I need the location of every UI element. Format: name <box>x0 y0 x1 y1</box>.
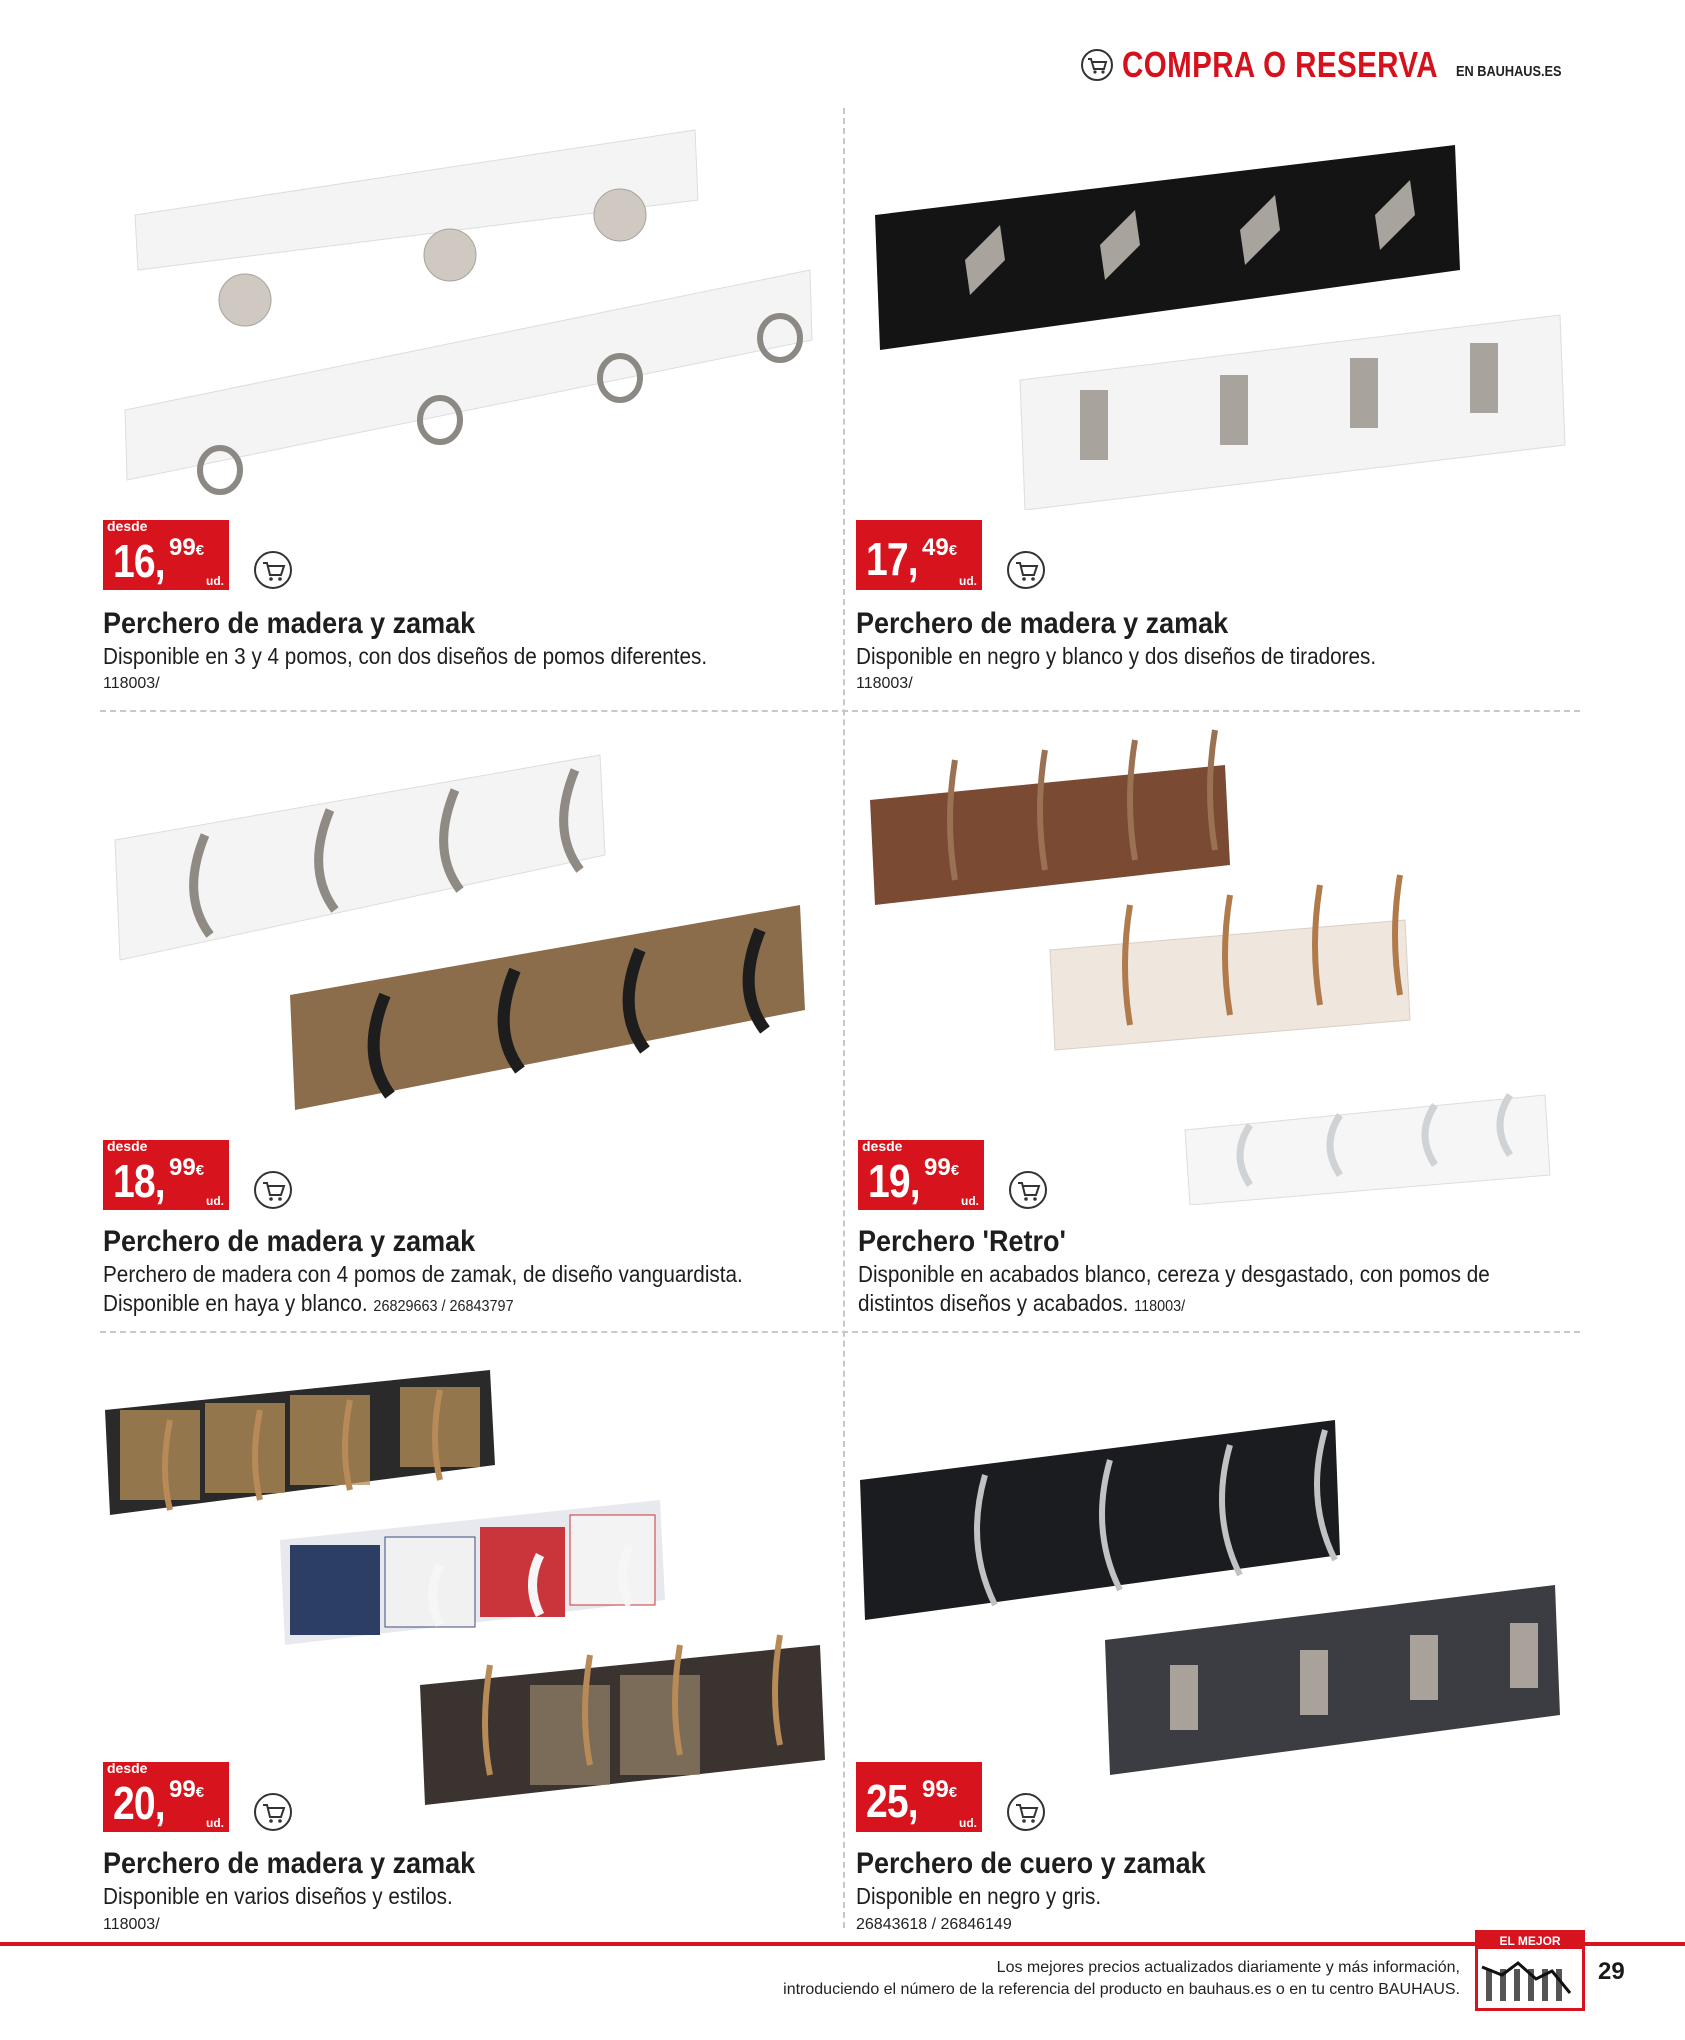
product-description-line: Disponible en haya y blanco. 26829663 / 26843797 <box>103 1290 514 1316</box>
product-description <box>103 1260 743 1321</box>
product-title: Perchero de cuero y zamak <box>856 1847 1206 1880</box>
product-reference: 118003/ <box>1134 1298 1186 1315</box>
price-unit: ud. <box>961 1194 979 1208</box>
column-divider <box>843 108 845 1928</box>
row-divider <box>100 710 1580 712</box>
price-unit: ud. <box>206 1194 224 1208</box>
header-title: COMPRA O RESERVA <box>1122 44 1439 85</box>
price-desde: desde <box>862 1138 903 1154</box>
add-to-cart-icon[interactable] <box>253 550 293 590</box>
price-tag <box>103 520 229 590</box>
product-reference: 118003/ <box>103 1916 160 1933</box>
price-unit: ud. <box>206 1816 224 1830</box>
header-banner[interactable] <box>1080 44 1580 86</box>
price-desde: desde <box>107 1760 148 1776</box>
price-integer: 16, <box>113 535 165 587</box>
product-reference: 26829663 / 26843797 <box>373 1298 514 1315</box>
price-unit: ud. <box>959 1816 977 1830</box>
price-row <box>856 520 1046 590</box>
cart-icon <box>1080 48 1114 82</box>
price-row <box>858 1140 1048 1210</box>
add-to-cart-icon[interactable] <box>1008 1170 1048 1210</box>
product-image-white-knob-racks <box>110 120 830 510</box>
price-decimal: 99€ <box>169 1776 205 1803</box>
product-title: Perchero de madera y zamak <box>856 607 1229 640</box>
product-image-leather-racks <box>855 1365 1565 1795</box>
product-reference: 26843618 / 26846149 <box>856 1916 1012 1933</box>
best-price-badge <box>1475 1930 1585 2011</box>
add-to-cart-icon[interactable] <box>1006 550 1046 590</box>
add-to-cart-icon[interactable] <box>1006 1792 1046 1832</box>
price-integer: 17, <box>866 533 918 585</box>
header-subtitle: EN BAUHAUS.ES <box>1455 62 1562 80</box>
product-image-patterned-racks <box>100 1365 840 1805</box>
price-tag <box>103 1762 229 1832</box>
product-reference: 118003/ <box>856 675 913 692</box>
price-tag <box>856 520 982 590</box>
price-row <box>103 520 293 590</box>
price-row <box>103 1140 293 1210</box>
footer-red-bar <box>0 1942 1685 1946</box>
product-title: Perchero de madera y zamak <box>103 1847 476 1880</box>
price-row <box>103 1762 293 1832</box>
price-integer: 25, <box>866 1775 918 1827</box>
page-number: 29 <box>1598 1958 1625 1985</box>
footer-line: introduciendo el número de la referencia del producto en bauhaus.es o en tu centro BAUHAUS. <box>783 1981 1460 1998</box>
product-reference: 118003/ <box>103 675 160 692</box>
product-description: Disponible en negro y gris. <box>856 1883 1102 1909</box>
price-integer: 18, <box>113 1155 165 1207</box>
price-unit: ud. <box>959 574 977 588</box>
product-description-line: Disponible en acabados blanco, cereza y desgastado, con pomos de <box>858 1261 1490 1287</box>
product-title: Perchero de madera y zamak <box>103 1225 476 1258</box>
price-integer: 19, <box>868 1155 920 1207</box>
product-description: Disponible en 3 y 4 pomos, con dos diseños de pomos diferentes. <box>103 643 708 669</box>
price-desde: desde <box>107 1138 148 1154</box>
price-decimal: 49€ <box>922 534 958 561</box>
product-title: Perchero 'Retro' <box>858 1225 1066 1258</box>
price-row <box>856 1762 1046 1832</box>
price-desde: desde <box>107 518 148 534</box>
price-decimal: 99€ <box>169 534 205 561</box>
price-tag <box>103 1140 229 1210</box>
product-image-white-beech-c-hook-racks <box>110 745 830 1115</box>
product-title: Perchero de madera y zamak <box>103 607 476 640</box>
product-description-line: distintos diseños y acabados. 118003/ <box>858 1290 1186 1316</box>
product-image-black-white-hook-racks <box>870 140 1570 510</box>
add-to-cart-icon[interactable] <box>253 1170 293 1210</box>
row-divider <box>100 1331 1580 1333</box>
price-tag <box>858 1140 984 1210</box>
badge-label: EL MEJOR PRECIO <box>1478 1933 1582 1949</box>
product-description: Disponible en negro y blanco y dos diseños de tiradores. <box>856 643 1377 669</box>
price-decimal: 99€ <box>924 1154 960 1181</box>
product-description-line: Perchero de madera con 4 pomos de zamak, de diseño vanguardista. <box>103 1261 743 1287</box>
price-unit: ud. <box>206 574 224 588</box>
product-image-retro-racks <box>860 725 1560 1205</box>
price-tag <box>856 1762 982 1832</box>
price-trend-icon <box>1478 1949 1576 2005</box>
price-decimal: 99€ <box>922 1776 958 1803</box>
product-description: Disponible en varios diseños y estilos. <box>103 1883 453 1909</box>
footer-line: Los mejores precios actualizados diariamente y más información, <box>996 1959 1460 1976</box>
footer-note <box>783 1957 1460 2001</box>
price-integer: 20, <box>113 1777 165 1829</box>
price-decimal: 99€ <box>169 1154 205 1181</box>
add-to-cart-icon[interactable] <box>253 1792 293 1832</box>
product-description <box>858 1260 1490 1321</box>
